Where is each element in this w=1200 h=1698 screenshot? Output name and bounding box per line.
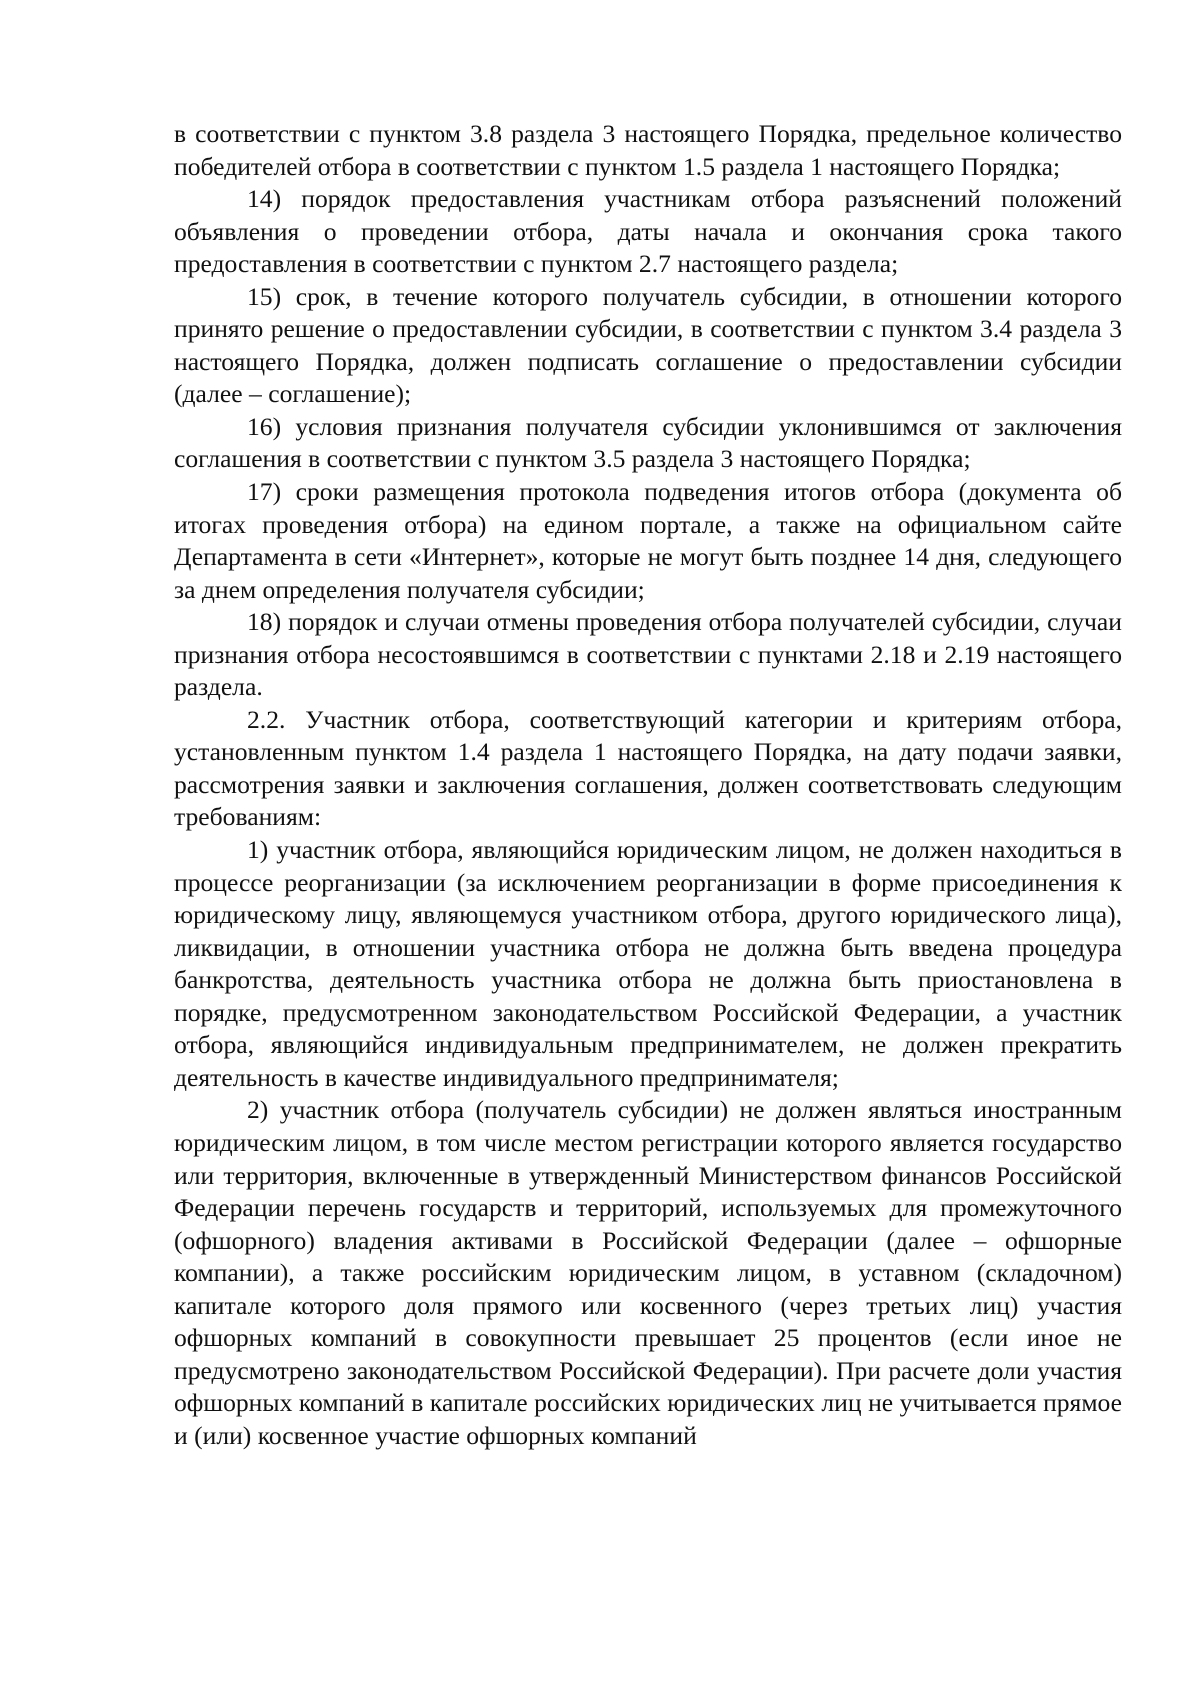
paragraph-item-16: 16) условия признания получателя субсидии уклонившимся от заключения соглашения в соответствии с пунктом 3.5 раздела 3 настоящего Порядка; bbox=[174, 411, 1122, 474]
document-body bbox=[174, 118, 1122, 1452]
paragraph-item-15: 15) срок, в течение которого получатель субсидии, в отношении которого принято решение о предоставлении субсидии, в соответствии с пунктом 3.4 раздела 3 настоящего Порядка, должен подписать соглашение о предоставлении субсидии (далее – соглашение); bbox=[174, 281, 1122, 409]
paragraph-requirement-2: 2) участник отбора (получатель субсидии) не должен являться иностранным юридическим лицом, в том числе местом регистрации которого является государство или территория, включенные в утвержденный Министерством финансов Российской Федерации перечень государств и территорий, используемых для промежуточного (офшорного) владения активами в Российской Федерации (далее – офшорные компании), а также российским юридическим лицом, в уставном (складочном) капитале которого доля прямого или косвенного (через третьих лиц) участия офшорных компаний в совокупности превышает 25 процентов (если иное не предусмотрено законодательством Российской Федерации). При расчете доли участия офшорных компаний в капитале российских юридических лиц не учитывается прямое и (или) косвенное участие офшорных компаний bbox=[174, 1095, 1122, 1450]
paragraph-continuation: в соответствии с пунктом 3.8 раздела 3 настоящего Порядка, предельное количество победителей отбора в соответствии с пунктом 1.5 раздела 1 настоящего Порядка; bbox=[174, 119, 1122, 181]
paragraph-requirement-1: 1) участник отбора, являющийся юридическим лицом, не должен находиться в процессе реорганизации (за исключением реорганизации в форме присоединения к юридическому лицу, являющемуся участником отбора, другого юридического лица), ликвидации, в отношении участника отбора не должна быть введена процедура банкротства, деятельность участника отбора не должна быть приостановлена в порядке, предусмотренном законодательством Российской Федерации, а участник отбора, являющийся индивидуальным предпринимателем, не должен прекратить деятельность в качестве индивидуального предпринимателя; bbox=[174, 835, 1122, 1092]
paragraph-item-14: 14) порядок предоставления участникам отбора разъяснений положений объявления о проведении отбора, даты начала и окончания срока такого предоставления в соответствии с пунктом 2.7 настоящего раздела; bbox=[174, 184, 1122, 279]
paragraph-item-17: 17) сроки размещения протокола подведения итогов отбора (документа об итогах проведения отбора) на едином портале, а также на официальном сайте Департамента в сети «Интернет», которые не могут быть позднее 14 дня, следующего за днем определения получателя субсидии; bbox=[174, 477, 1122, 604]
paragraph-item-18: 18) порядок и случаи отмены проведения отбора получателей субсидии, случаи признания отбора несостоявшимся в соответствии с пунктами 2.18 и 2.19 настоящего раздела. bbox=[174, 607, 1122, 702]
paragraph-section-2-2: 2.2. Участник отбора, соответствующий категории и критериям отбора, установленным пунктом 1.4 раздела 1 настоящего Порядка, на дату подачи заявки, рассмотрения заявки и заключения соглашения, должен соответствовать следующим требованиям: bbox=[174, 704, 1122, 832]
